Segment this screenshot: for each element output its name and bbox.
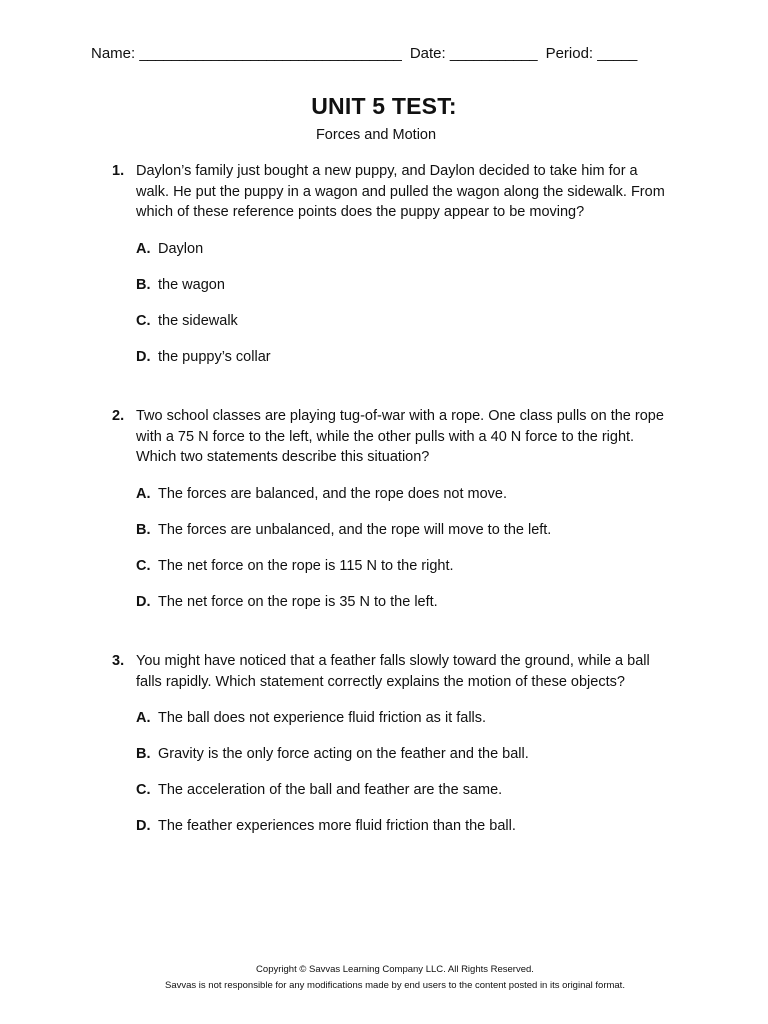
page-title: UNIT 5 TEST: <box>311 93 457 119</box>
answer-option-c[interactable] <box>136 556 672 592</box>
name-label: Name: <box>91 45 136 62</box>
question-text: Two school classes are playing tug-of-war with a rope. One class pulls on the rope with a 75 N force to the left, while the other pulls with a 40 N force to the right. Which two statements describe this situation? <box>136 408 664 465</box>
question-2 <box>112 406 672 628</box>
option-letter: B. <box>136 276 151 293</box>
option-text: the sidewalk <box>158 312 238 329</box>
question-text: Daylon’s family just bought a new puppy, and Daylon decided to take him for a walk. He put the puppy in a wagon and pulled the wagon along the sidewalk. From which of these reference points does the puppy appear to be moving? <box>136 163 665 220</box>
answer-option-b[interactable] <box>136 275 672 311</box>
question-3 <box>112 651 672 852</box>
period-blank: _____ <box>597 45 637 62</box>
question-number: 1. <box>112 163 125 179</box>
question-number: 3. <box>112 653 125 669</box>
answer-options <box>136 239 672 383</box>
student-info-header <box>91 45 698 62</box>
question-stem <box>112 406 672 468</box>
option-letter: D. <box>136 348 151 365</box>
option-text: The ball does not experience fluid friction as it falls. <box>158 710 487 726</box>
option-text: The forces are balanced, and the rope does not move. <box>158 485 508 502</box>
answer-option-a[interactable] <box>136 239 672 275</box>
option-letter: D. <box>136 818 151 834</box>
question-number: 2. <box>112 408 125 424</box>
question-stem <box>112 651 672 692</box>
date-blank: ___________ <box>449 45 538 62</box>
option-text: The net force on the rope is 35 N to the left. <box>158 593 438 610</box>
answer-option-c[interactable] <box>136 311 672 347</box>
name-blank: _________________________________ <box>139 45 402 62</box>
answer-option-c[interactable] <box>136 780 672 816</box>
option-text: The forces are unbalanced, and the rope will move to the left. <box>158 521 552 538</box>
footer-disclaimer: Savvas is not responsible for any modifications made by end users to the content posted in its original format. <box>165 980 625 991</box>
option-text: The feather experiences more fluid friction than the ball. <box>158 818 516 834</box>
option-letter: C. <box>136 782 151 798</box>
option-text: the puppy’s collar <box>158 348 271 365</box>
option-letter: A. <box>136 710 151 726</box>
question-text: You might have noticed that a feather falls slowly toward the ground, while a ball falls rapidly. Which statement correctly explains the motion of these objects? <box>136 653 650 690</box>
option-letter: D. <box>136 593 151 610</box>
period-label: Period: <box>545 45 594 62</box>
page-subtitle: Forces and Motion <box>315 127 437 143</box>
option-text: The acceleration of the ball and feather are the same. <box>158 782 503 798</box>
option-letter: A. <box>136 485 151 502</box>
option-letter: A. <box>136 240 151 257</box>
footer-copyright: Copyright © Savvas Learning Company LLC. All Rights Reserved. <box>256 964 534 975</box>
option-text: the wagon <box>158 276 225 293</box>
option-letter: C. <box>136 557 151 574</box>
answer-option-d[interactable] <box>136 816 672 852</box>
option-letter: B. <box>136 521 151 538</box>
answer-option-a[interactable] <box>136 484 672 520</box>
option-text: The net force on the rope is 115 N to the right. <box>158 557 454 574</box>
answer-option-d[interactable] <box>136 592 672 628</box>
option-text: Gravity is the only force acting on the feather and the ball. <box>158 746 529 762</box>
question-1 <box>112 161 672 383</box>
answer-option-b[interactable] <box>136 744 672 780</box>
option-letter: C. <box>136 312 151 329</box>
answer-option-a[interactable] <box>136 708 672 744</box>
option-letter: B. <box>136 746 151 762</box>
answer-options <box>136 484 672 628</box>
answer-options <box>136 708 672 852</box>
answer-option-b[interactable] <box>136 520 672 556</box>
option-text: Daylon <box>158 240 204 257</box>
question-stem <box>112 161 672 223</box>
answer-option-d[interactable] <box>136 347 672 383</box>
date-label: Date: <box>409 45 446 62</box>
